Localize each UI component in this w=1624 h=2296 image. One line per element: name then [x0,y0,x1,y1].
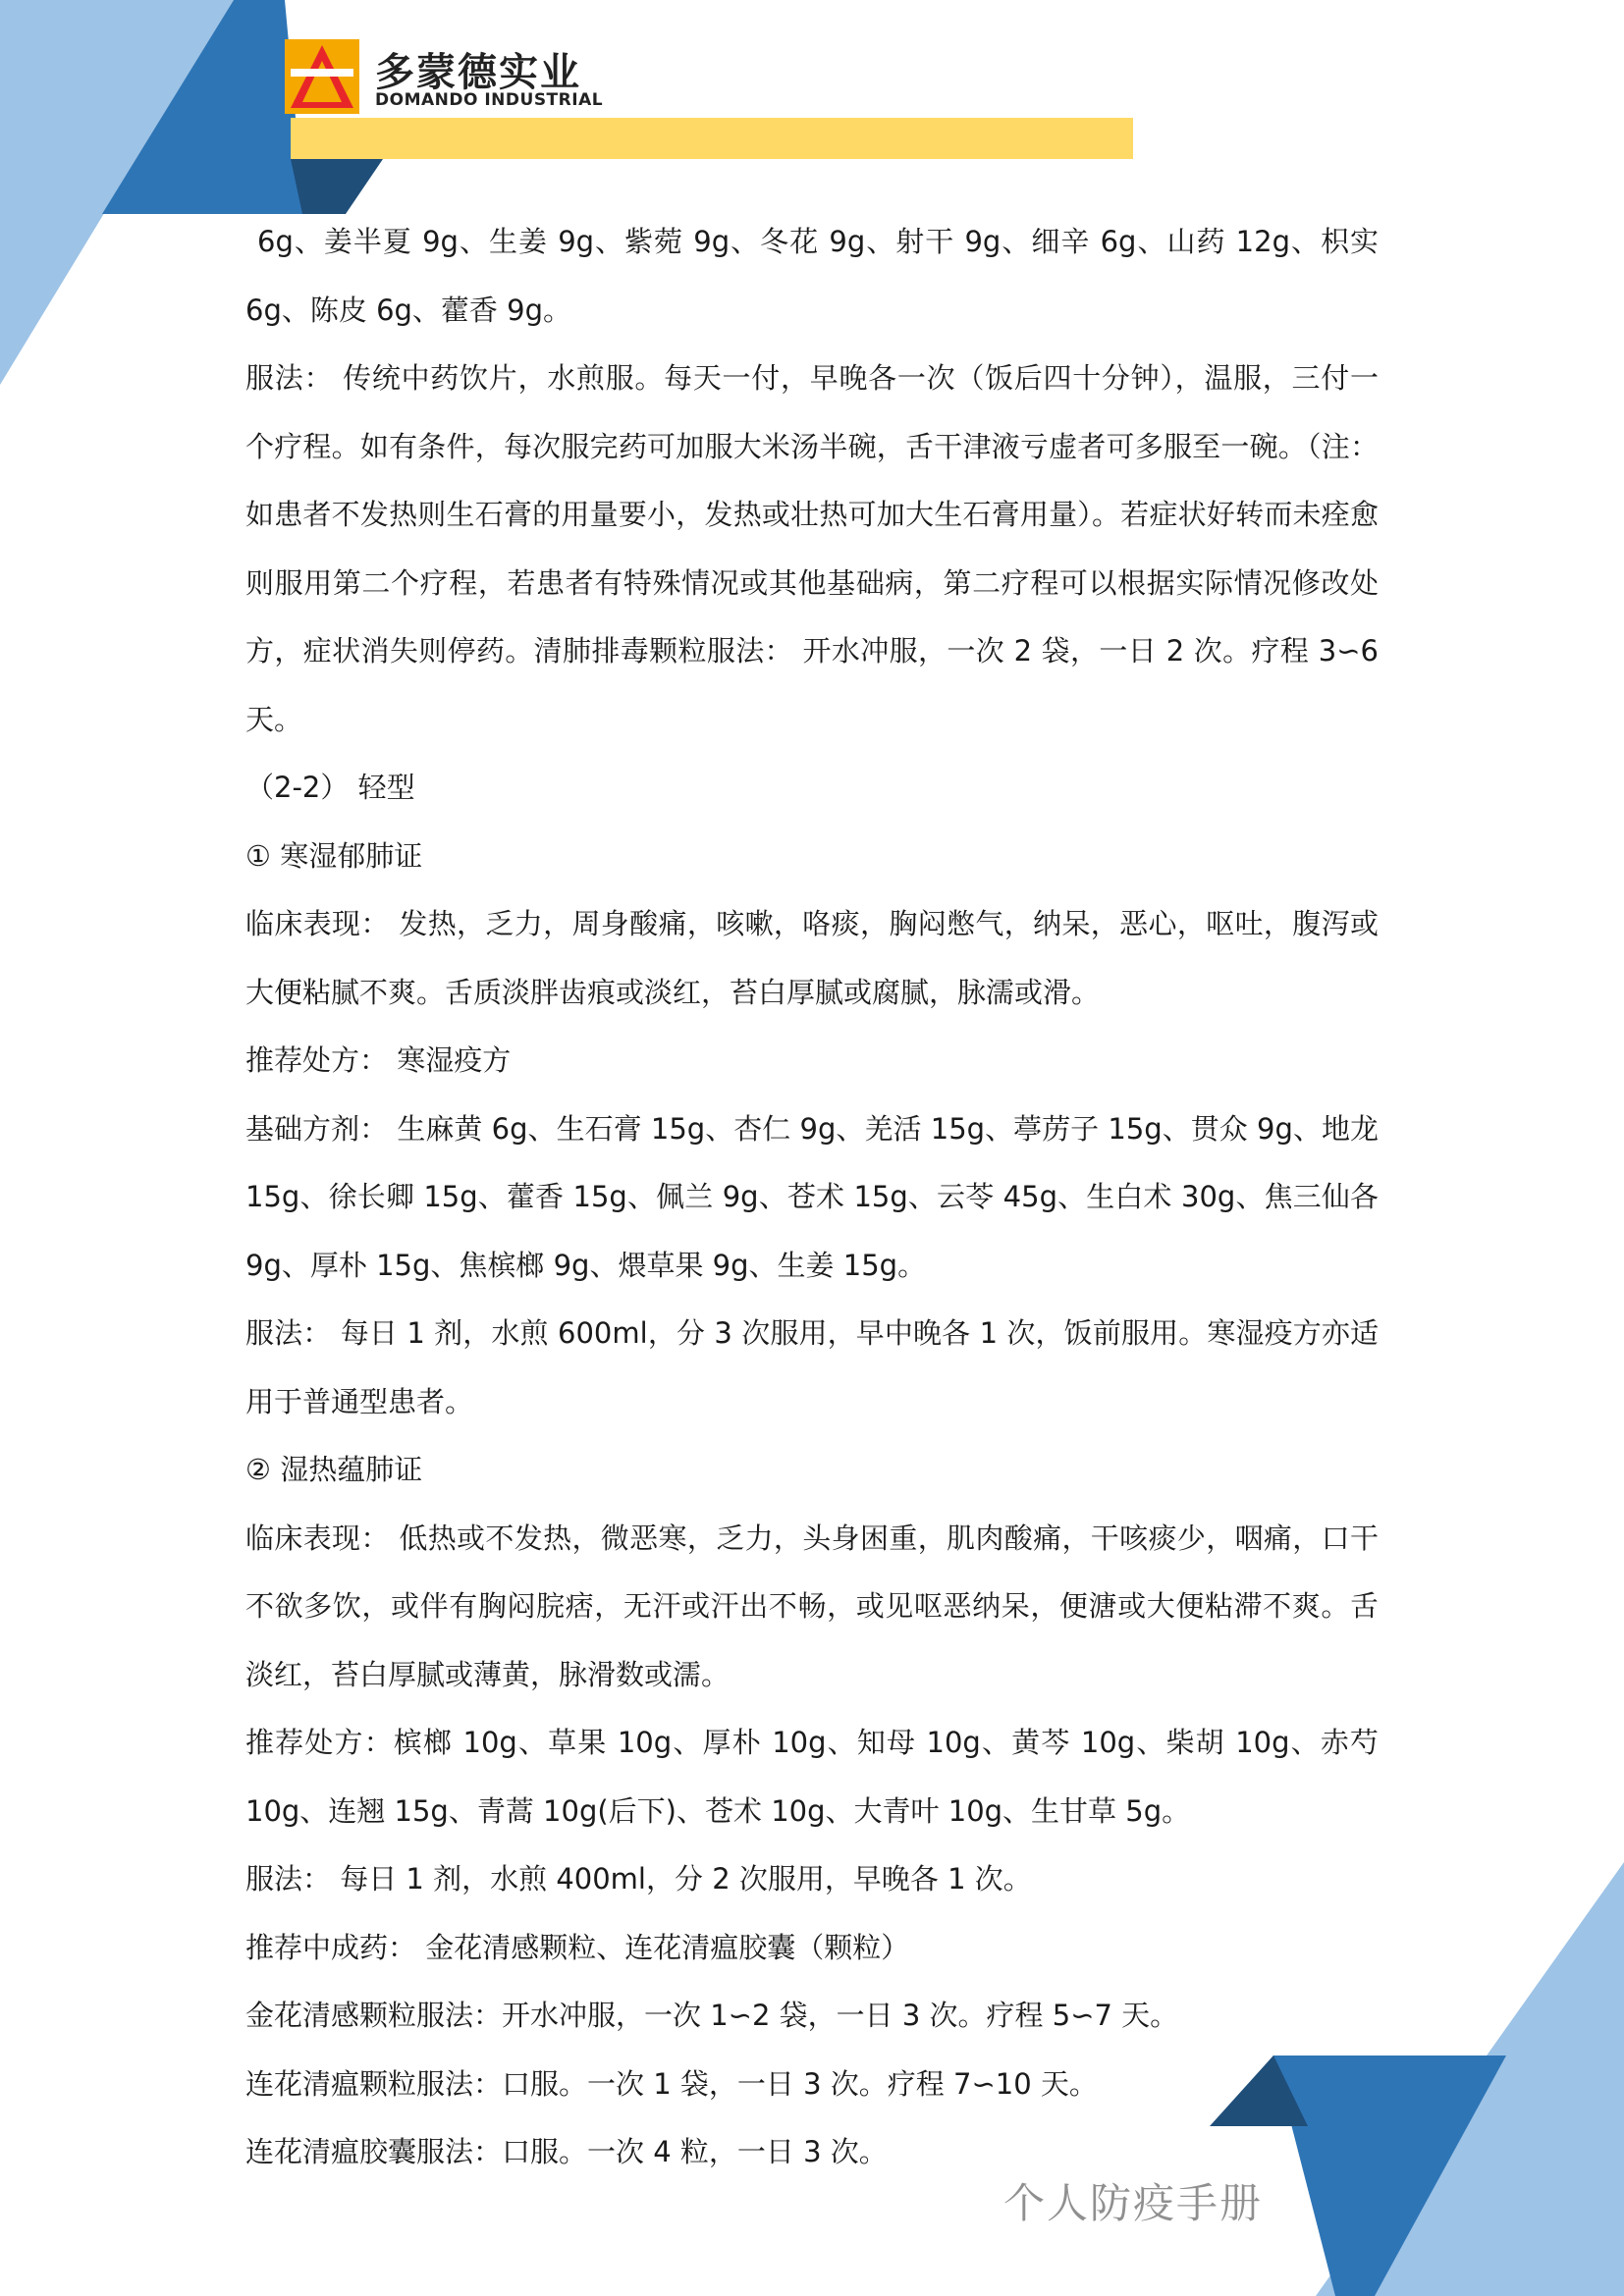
paragraph-clinical-signs-2: 临床表现： 低热或不发热，微恶寒，乏力，头身困重，肌肉酸痛，干咳痰少，咽痛，口干不欲多饮，或伴有胸闷脘痞，无汗或汗出不畅，或见呕恶纳呆，便溏或大便粘滞不爽。舌淡红，苔白厚腻或薄黄，脉滑数或濡。 [245,1521,1379,1691]
header-yellow-bar [291,118,1133,159]
paragraph-recommended-rx-1: 推荐处方： 寒湿疫方 [245,1043,512,1077]
section-heading-mild: （2-2） 轻型 [245,771,415,804]
brand-name-en: DOMANDO INDUSTRIAL [375,90,604,110]
footer-title: 个人防疫手册 [1003,2179,1264,2227]
paragraph-usage-2: 服法： 每日 1 剂，水煎 400ml，分 2 次服用，早晚各 1 次。 [245,1862,1032,1896]
paragraph-lianhua-granule-usage: 连花清瘟颗粒服法：口服。一次 1 袋，一日 3 次。疗程 7∽10 天。 [245,2066,1098,2101]
paragraph-usage-instructions: 服法： 传统中药饮片，水煎服。每天一付，早晚各一次（饭后四十分钟），温服，三付一个疗程。如有条件，每次服完药可加服大米汤半碗，舌干津液亏虚者可多服至一碗。（注：如患者不发热则生石膏的用量要小，发热或壮热可加大生石膏用量）。若症状好转而未痊愈则服用第二个疗程，若患者有特殊情况或其他基础病，第二疗程可以根据实际情况修改处方，症状消失则停药。清肺排毒颗粒服法： 开水冲服，一次 2 袋，一日 2 次。疗程 3∽6 天。 [245,361,1379,736]
paragraph-prescription-tail: 6g、姜半夏 9g、生姜 9g、紫菀 9g、冬花 9g、射干 9g、细辛 6g、山药 12g、枳实 6g、陈皮 6g、藿香 9g。 [245,225,1379,327]
paragraph-base-formula: 基础方剂： 生麻黄 6g、生石膏 15g、杏仁 9g、羌活 15g、葶苈子 15g、贯众 9g、地龙 15g、徐长卿 15g、藿香 15g、佩兰 9g、苍术 15g、云苓 45g、生白术 30g、焦三仙各 9g、厚朴 15g、焦槟榔 9g、煨草果 9g、生姜 15g。 [245,1111,1379,1282]
logo-mark-icon [285,39,359,114]
subheading-cold-damp: ① 寒湿郁肺证 [245,838,423,873]
top-left-light-triangle [0,0,234,385]
paragraph-patent-medicine: 推荐中成药： 金花清感颗粒、连花清瘟胶囊（颗粒） [245,1930,910,1964]
paragraph-clinical-signs-1: 临床表现： 发热，乏力，周身酸痛，咳嗽，咯痰，胸闷憋气，纳呆，恶心，呕吐，腹泻或大便粘腻不爽。舌质淡胖齿痕或淡红，苔白厚腻或腐腻，脉濡或滑。 [245,907,1379,1009]
brand-name-cn: 多蒙德实业 [375,50,581,95]
subheading-damp-heat: ② 湿热蕴肺证 [245,1453,423,1486]
paragraph-usage-1: 服法： 每日 1 剂，水煎 600ml，分 3 次服用，早中晚各 1 次，饭前服用。寒湿疫方亦适用于普通型患者。 [245,1316,1379,1418]
paragraph-jinhua-usage: 金花清感颗粒服法：开水冲服，一次 1∽2 袋，一日 3 次。疗程 5∽7 天。 [245,1999,1179,2032]
top-left-mid-triangle [102,0,304,214]
paragraph-recommended-rx-2: 推荐处方：槟榔 10g、草果 10g、厚朴 10g、知母 10g、黄芩 10g、柴胡 10g、赤芍 10g、连翘 15g、青蒿 10g(后下)、苍术 10g、大青叶 10g、生甘草 5g。 [245,1726,1379,1828]
document-body [245,208,1379,2187]
paragraph-lianhua-capsule-usage: 连花清瘟胶囊服法：口服。一次 4 粒，一日 3 次。 [245,2135,888,2168]
top-left-dark-triangle [291,159,383,214]
